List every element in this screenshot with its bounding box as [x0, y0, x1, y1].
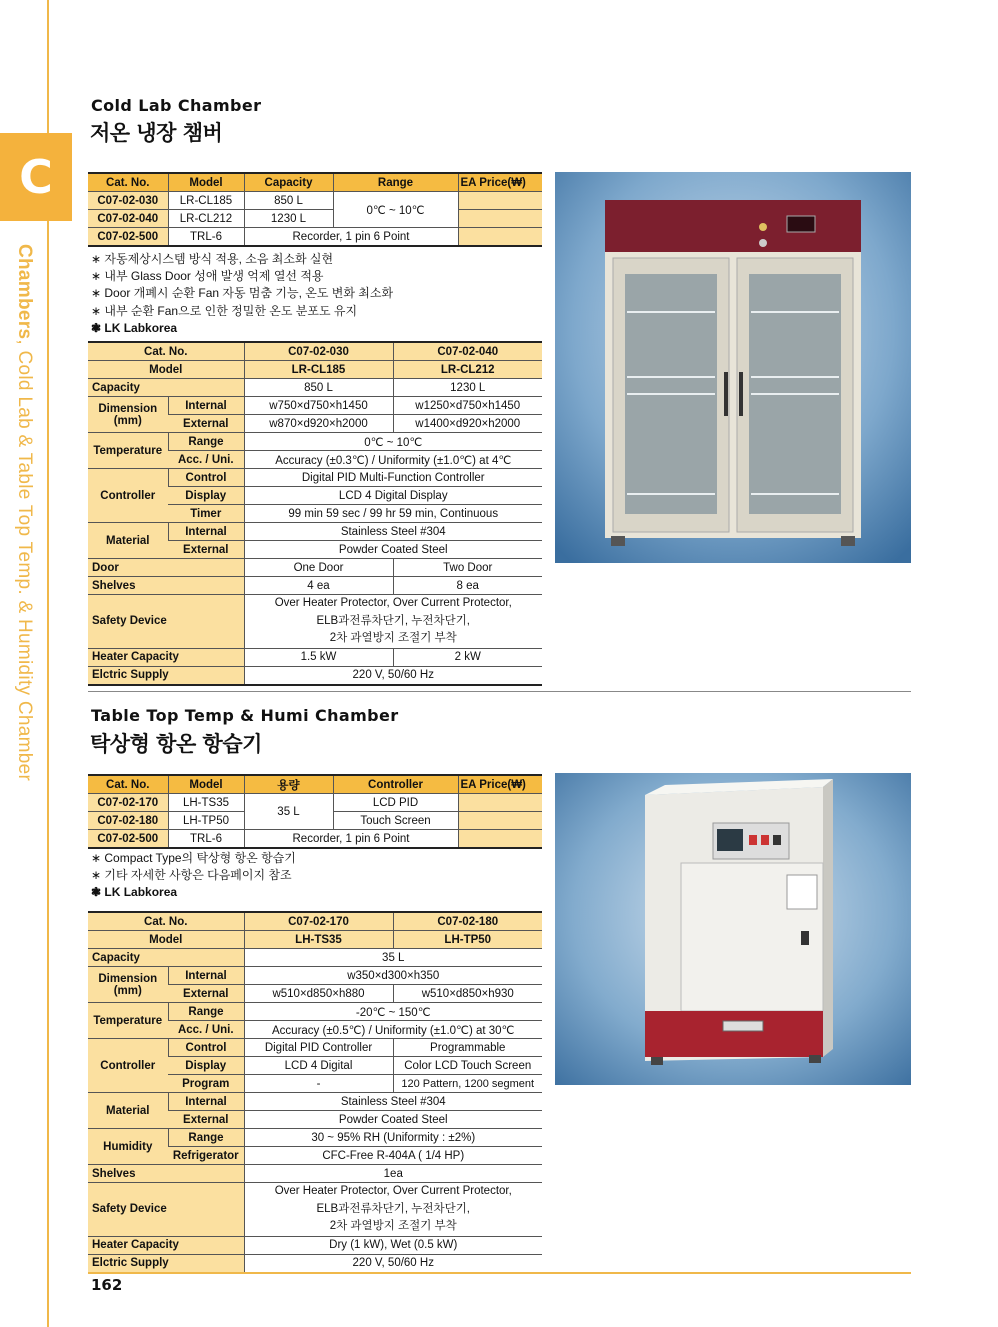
- spec-label-capacity: Capacity: [88, 949, 244, 967]
- spec-cat-1: C07-02-030: [244, 342, 393, 361]
- spec-value-safety: [244, 1183, 542, 1237]
- spec-sublabel: Control: [168, 469, 244, 487]
- header-model: Model: [168, 173, 244, 192]
- price-table-header: [88, 173, 542, 192]
- spec-value: Powder Coated Steel: [244, 541, 542, 559]
- spec-value: w510×d850×h880: [244, 985, 393, 1003]
- controller: Touch Screen: [333, 812, 458, 830]
- spec-label-material: Material: [88, 1093, 168, 1129]
- spec-model-2: LH-TP50: [393, 931, 542, 949]
- cat-no: C07-02-040: [88, 210, 168, 228]
- model: TRL-6: [168, 228, 244, 247]
- spec-label-model: Model: [88, 361, 244, 379]
- spec-sublabel: Internal: [168, 1093, 244, 1111]
- header-cat: Cat. No.: [88, 775, 168, 794]
- spec-label-shelves: Shelves: [88, 1165, 244, 1183]
- safety-line: Over Heater Protector, Over Current Protector,: [274, 597, 512, 609]
- footer-line: [88, 1272, 911, 1274]
- spec-value: w510×d850×h930: [393, 985, 542, 1003]
- spec-value: Powder Coated Steel: [244, 1111, 542, 1129]
- spec-model-1: LH-TS35: [244, 931, 393, 949]
- spec-sublabel: Acc. / Uni.: [168, 1021, 244, 1039]
- spec-value: 8 ea: [393, 577, 542, 595]
- spec-value: Digital PID Multi-Function Controller: [244, 469, 542, 487]
- spec-value: 30 ~ 95% RH (Uniformity : ±2%): [244, 1129, 542, 1147]
- spec-value: w870×d920×h2000: [244, 415, 393, 433]
- note-item: ∗ Compact Type의 탁상형 항온 항습기: [91, 851, 296, 865]
- recorder-note: Recorder, 1 pin 6 Point: [244, 228, 458, 247]
- spec-model-2: LR-CL212: [393, 361, 542, 379]
- side-text-bold: Chambers: [14, 244, 35, 340]
- header-cat: Cat. No.: [88, 173, 168, 192]
- spec-value: 850 L: [244, 379, 393, 397]
- spec-value: Programmable: [393, 1039, 542, 1057]
- safety-line: ELB과전류차단기, 누전차단기,: [316, 1202, 471, 1215]
- table-row: [88, 794, 542, 812]
- table-row: [88, 192, 542, 210]
- capacity: 1230 L: [244, 210, 333, 228]
- spec-sublabel: Program: [168, 1075, 244, 1093]
- spec-label-heater: Heater Capacity: [88, 1236, 244, 1254]
- spec-sublabel: Internal: [168, 397, 244, 415]
- table-row: [88, 830, 542, 849]
- section1-price-table: [88, 172, 542, 247]
- spec-label-temperature: Temperature: [88, 433, 168, 469]
- cat-no: C07-02-500: [88, 830, 168, 849]
- spec-label-controller: Controller: [88, 469, 168, 523]
- table-top-chamber-photo: [555, 773, 911, 1085]
- spec-value: w1400×d920×h2000: [393, 415, 542, 433]
- spec-sublabel: External: [168, 985, 244, 1003]
- section1-spec-table: [88, 341, 542, 686]
- spec-sublabel: Display: [168, 487, 244, 505]
- cat-no: C07-02-500: [88, 228, 168, 247]
- recorder-note: Recorder, 1 pin 6 Point: [244, 830, 458, 849]
- model: LH-TP50: [168, 812, 244, 830]
- spec-label-dimension: [88, 397, 168, 433]
- price-cell: [458, 228, 542, 247]
- side-text-rest: , Cold Lab & Table Top Temp. & Humidity Chamber: [14, 339, 35, 782]
- spec-value: Accuracy (±0.5℃) / Uniformity (±1.0℃) at 30℃: [244, 1021, 542, 1039]
- spec-value: w750×d750×h1450: [244, 397, 393, 415]
- spec-value: LCD 4 Digital: [244, 1057, 393, 1075]
- spec-value: 1230 L: [393, 379, 542, 397]
- controller: LCD PID: [333, 794, 458, 812]
- spec-cat-2: C07-02-040: [393, 342, 542, 361]
- spec-value: CFC-Free R-404A ( 1/4 HP): [244, 1147, 542, 1165]
- section-divider: [88, 691, 911, 692]
- safety-line: 2차 과열방지 조절기 부착: [329, 632, 457, 644]
- spec-label-supply: Elctric Supply: [88, 1254, 244, 1273]
- spec-label-safety: Safety Device: [88, 1183, 244, 1237]
- spec-label-material: Material: [88, 523, 168, 559]
- spec-value: 220 V, 50/60 Hz: [244, 666, 542, 685]
- header-capacity: 용량: [244, 775, 333, 794]
- safety-line: Over Heater Protector, Over Current Protector,: [274, 1185, 512, 1197]
- section2-price-table: [88, 774, 542, 849]
- spec-sublabel: Range: [168, 433, 244, 451]
- section2-title-en: Table Top Temp & Humi Chamber: [91, 706, 399, 725]
- spec-value: 120 Pattern, 1200 segment: [393, 1075, 542, 1093]
- spec-value: 220 V, 50/60 Hz: [244, 1254, 542, 1273]
- spec-sublabel: Control: [168, 1039, 244, 1057]
- dimension-label: Dimension: [98, 972, 158, 985]
- price-cell: [458, 192, 542, 210]
- model: LR-CL185: [168, 192, 244, 210]
- dimension-unit: (mm): [113, 984, 142, 997]
- spec-label-capacity: Capacity: [88, 379, 244, 397]
- spec-label-cat: Cat. No.: [88, 342, 244, 361]
- spec-sublabel: External: [168, 1111, 244, 1129]
- spec-cat-2: C07-02-180: [393, 912, 542, 931]
- spec-value: 0℃ ~ 10℃: [244, 433, 542, 451]
- note-item: ∗ Door 개폐시 순환 Fan 자동 멈춤 기능, 온도 변화 최소화: [91, 286, 394, 301]
- header-price: EA Price(₩): [458, 173, 542, 192]
- capacity: 850 L: [244, 192, 333, 210]
- spec-sublabel: Refrigerator: [168, 1147, 244, 1165]
- model: LR-CL212: [168, 210, 244, 228]
- spec-value-safety: [244, 595, 542, 649]
- chapter-tab: [0, 133, 72, 221]
- header-price: EA Price(₩): [458, 775, 542, 794]
- spec-value: Stainless Steel #304: [244, 1093, 542, 1111]
- spec-sublabel: Range: [168, 1129, 244, 1147]
- maker-label: ❃ LK Labkorea: [91, 320, 178, 335]
- spec-label-door: Door: [88, 559, 244, 577]
- spec-value: Digital PID Controller: [244, 1039, 393, 1057]
- spec-value: Accuracy (±0.3℃) / Uniformity (±1.0℃) at 4℃: [244, 451, 542, 469]
- chapter-letter: C: [19, 150, 53, 204]
- spec-label-dimension: [88, 967, 168, 1003]
- spec-label-supply: Elctric Supply: [88, 666, 244, 685]
- section1-notes: [91, 251, 393, 337]
- spec-sublabel: External: [168, 415, 244, 433]
- spec-sublabel: Range: [168, 1003, 244, 1021]
- spec-label-heater: Heater Capacity: [88, 648, 244, 666]
- spec-value: One Door: [244, 559, 393, 577]
- section2-spec-table: [88, 911, 542, 1274]
- spec-label-controller: Controller: [88, 1039, 168, 1093]
- spec-sublabel: Acc. / Uni.: [168, 451, 244, 469]
- cat-no: C07-02-030: [88, 192, 168, 210]
- spec-label-humidity: Humidity: [88, 1129, 168, 1165]
- dimension-label: Dimension: [98, 402, 158, 415]
- spec-label-temperature: Temperature: [88, 1003, 168, 1039]
- spec-label-shelves: Shelves: [88, 577, 244, 595]
- table-row: [88, 228, 542, 247]
- cat-no: C07-02-170: [88, 794, 168, 812]
- maker-label: ❃ LK Labkorea: [91, 885, 178, 900]
- header-capacity: Capacity: [244, 173, 333, 192]
- header-controller: Controller: [333, 775, 458, 794]
- section2-title-ko: 탁상형 항온 항습기: [90, 732, 262, 756]
- spec-value: 35 L: [244, 949, 542, 967]
- note-item: ∗ 내부 Glass Door 성애 발생 억제 열선 적용: [91, 269, 324, 284]
- spec-value: 4 ea: [244, 577, 393, 595]
- spec-label-cat: Cat. No.: [88, 912, 244, 931]
- note-item: ∗ 자동제상시스템 방식 적용, 소음 최소화 실현: [91, 252, 334, 266]
- chapter-side-text: [13, 244, 35, 781]
- model: LH-TS35: [168, 794, 244, 812]
- spec-value: 1.5 kW: [244, 648, 393, 666]
- range: 0℃ ~ 10℃: [333, 192, 458, 228]
- section1-title-ko: 저온 냉장 챔버: [90, 121, 223, 145]
- price-cell: [458, 794, 542, 812]
- cold-lab-chamber-photo: [555, 172, 911, 563]
- page-number: 162: [91, 1276, 123, 1294]
- header-range: Range: [333, 173, 458, 192]
- header-model: Model: [168, 775, 244, 794]
- spec-value: w1250×d750×h1450: [393, 397, 542, 415]
- spec-value: LCD 4 Digital Display: [244, 487, 542, 505]
- spec-label-safety: Safety Device: [88, 595, 244, 649]
- price-cell: [458, 830, 542, 849]
- safety-line: ELB과전류차단기, 누전차단기,: [316, 614, 471, 627]
- note-item: ∗ 기타 자세한 사항은 다음페이지 참조: [91, 868, 292, 883]
- spec-cat-1: C07-02-170: [244, 912, 393, 931]
- spec-value: w350×d300×h350: [244, 967, 542, 985]
- spec-sublabel: Timer: [168, 505, 244, 523]
- spec-value: 1ea: [244, 1165, 542, 1183]
- section2-notes: [91, 850, 296, 902]
- price-cell: [458, 210, 542, 228]
- spec-value: -20℃ ~ 150℃: [244, 1003, 542, 1021]
- capacity: 35 L: [244, 794, 333, 830]
- spec-sublabel: Display: [168, 1057, 244, 1075]
- spec-value: 99 min 59 sec / 99 hr 59 min, Continuous: [244, 505, 542, 523]
- price-cell: [458, 812, 542, 830]
- spec-value: Stainless Steel #304: [244, 523, 542, 541]
- table-row: [88, 210, 542, 228]
- cat-no: C07-02-180: [88, 812, 168, 830]
- dimension-unit: (mm): [113, 414, 142, 427]
- section1-title-en: Cold Lab Chamber: [91, 96, 262, 115]
- spec-model-1: LR-CL185: [244, 361, 393, 379]
- spec-sublabel: Internal: [168, 523, 244, 541]
- spec-value: 2 kW: [393, 648, 542, 666]
- spec-value: Dry (1 kW), Wet (0.5 kW): [244, 1236, 542, 1254]
- spec-sublabel: External: [168, 541, 244, 559]
- spec-label-model: Model: [88, 931, 244, 949]
- price-table-header: [88, 775, 542, 794]
- safety-line: 2차 과열방지 조절기 부착: [329, 1220, 457, 1232]
- spec-value: -: [244, 1075, 393, 1093]
- note-item: ∗ 내부 순환 Fan으로 인한 정밀한 온도 분포도 유지: [91, 303, 358, 318]
- spec-sublabel: Internal: [168, 967, 244, 985]
- spec-value: Color LCD Touch Screen: [393, 1057, 542, 1075]
- model: TRL-6: [168, 830, 244, 849]
- spec-value: Two Door: [393, 559, 542, 577]
